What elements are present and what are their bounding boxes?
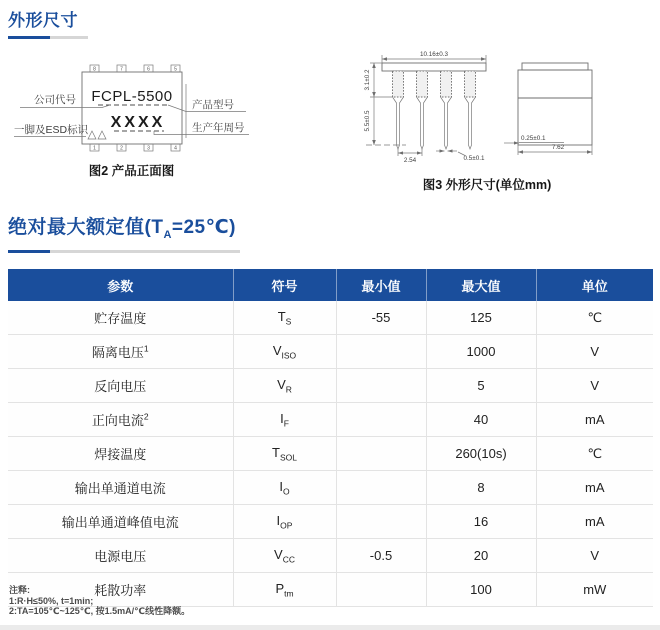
section-title-outline: 外形尺寸 xyxy=(8,11,78,30)
cell-param: 反向电压 xyxy=(8,369,233,403)
cell-min xyxy=(336,437,426,471)
cell-symbol: $V_{ISO}$ xyxy=(233,335,336,369)
table-row xyxy=(8,471,653,505)
table-row xyxy=(8,505,653,539)
cell-max: 125 xyxy=(426,301,536,335)
part-number-marking: FCPL-5500 xyxy=(91,88,173,105)
header-max: 最大值 xyxy=(426,269,536,301)
pin-number: 7 xyxy=(120,66,123,73)
cell-param: 焊接温度 xyxy=(8,437,233,471)
cell-max: 20 xyxy=(426,539,536,573)
cell-max: 100 xyxy=(426,573,536,607)
cell-symbol: $I_O$ xyxy=(233,471,336,505)
cell-min xyxy=(336,573,426,607)
cell-min xyxy=(336,403,426,437)
cell-unit: V xyxy=(536,369,653,403)
cell-min xyxy=(336,369,426,403)
table-row xyxy=(8,403,653,437)
footnote-item: 1:R·H≤50%, t=1min; xyxy=(9,595,94,606)
cell-unit: ℃ xyxy=(536,437,653,471)
header-unit: 单位 xyxy=(536,269,653,301)
pin-number: 4 xyxy=(174,145,177,152)
dim-row-span: 7.62 xyxy=(551,144,565,151)
table-row xyxy=(8,539,653,573)
table-header-row xyxy=(8,269,653,301)
cell-param: 贮存温度 xyxy=(8,301,233,335)
title-underline-accent xyxy=(8,36,50,39)
label-pin1-esd: 一脚及ESD标识 xyxy=(14,124,89,136)
cell-symbol: $I_F$ xyxy=(233,403,336,437)
label-year-week: 生产年周号 xyxy=(192,122,245,134)
pin-number: 6 xyxy=(147,66,150,73)
footnotes-title: 注释: xyxy=(9,585,30,595)
header-min: 最小值 xyxy=(336,269,426,301)
pin-number: 8 xyxy=(93,66,96,73)
title-text: =25℃) xyxy=(171,217,236,238)
cell-symbol: $T_{SOL}$ xyxy=(233,437,336,471)
package-body xyxy=(82,72,182,144)
dim-lead-length: 5.5±0.5 xyxy=(364,110,371,132)
figure-product-front-view xyxy=(14,56,249,179)
title-text: 绝对最大额定值(T xyxy=(8,217,164,238)
table-row xyxy=(8,301,653,335)
figure3-caption: 图3 外形尺寸(单位mm) xyxy=(422,178,552,192)
cell-param: 输出单通道峰值电流 xyxy=(8,505,233,539)
cell-min: -55 xyxy=(336,301,426,335)
cell-unit: mA xyxy=(536,471,653,505)
cell-param: 正向电流$^2$ xyxy=(8,403,233,437)
cell-unit: ℃ xyxy=(536,301,653,335)
section-divider xyxy=(0,625,660,630)
label-product-model: 产品型号 xyxy=(192,99,234,111)
header-symbol: 符号 xyxy=(233,269,336,301)
cell-min xyxy=(336,505,426,539)
pin-number: 5 xyxy=(174,66,177,73)
outline-dimension-drawing xyxy=(362,48,612,166)
dim-width: 10.16±0.3 xyxy=(420,51,448,58)
cell-max: 40 xyxy=(426,403,536,437)
dim-body-height: 3.1±0.2 xyxy=(364,69,371,91)
table-row xyxy=(8,369,653,403)
cell-max: 8 xyxy=(426,471,536,505)
section-title-abs-max-ratings xyxy=(8,212,236,241)
date-code-marking: XXXX xyxy=(110,114,166,131)
title-subscript: A xyxy=(163,228,172,241)
cell-param: 耗散功率 xyxy=(8,573,233,607)
title-underline xyxy=(8,36,88,39)
cell-max: 16 xyxy=(426,505,536,539)
cell-symbol: $T_S$ xyxy=(233,301,336,335)
dim-lead-width: 0.5±0.1 xyxy=(463,155,485,162)
esd-mark-icon xyxy=(88,131,106,139)
dim-standoff: 0.25±0.1 xyxy=(521,135,546,142)
abs-max-ratings-table xyxy=(8,269,653,607)
cell-symbol: $V_R$ xyxy=(233,369,336,403)
cell-min xyxy=(336,335,426,369)
cell-min: -0.5 xyxy=(336,539,426,573)
footnotes xyxy=(9,585,190,617)
pin-number: 3 xyxy=(147,145,150,152)
title-underline xyxy=(8,250,240,253)
cell-min xyxy=(336,471,426,505)
pin-number: 1 xyxy=(93,145,96,152)
header-parameter: 参数 xyxy=(8,269,233,301)
table-row xyxy=(8,437,653,471)
cell-max: 5 xyxy=(426,369,536,403)
cell-unit: mA xyxy=(536,505,653,539)
figure2-caption: 图2 产品正面图 xyxy=(88,164,175,178)
label-company-code: 公司代号 xyxy=(34,94,76,106)
cell-max: 1000 xyxy=(426,335,536,369)
cell-unit: V xyxy=(536,335,653,369)
table-row xyxy=(8,335,653,369)
title-underline-accent xyxy=(8,250,50,253)
figure-outline-dimensions xyxy=(362,48,612,193)
cell-max: 260(10s) xyxy=(426,437,536,471)
cell-symbol: $V_{CC}$ xyxy=(233,539,336,573)
cell-unit: mW xyxy=(536,573,653,607)
cell-param: 电源电压 xyxy=(8,539,233,573)
cell-unit: V xyxy=(536,539,653,573)
pin-number: 2 xyxy=(120,145,123,152)
cell-param: 输出单通道电流 xyxy=(8,471,233,505)
package-marking-drawing xyxy=(14,56,249,152)
cell-symbol: $I_{OP}$ xyxy=(233,505,336,539)
cell-symbol: $P_{tm}$ xyxy=(233,573,336,607)
footnote-item: 2:TA=105℃~125℃, 按1.5mA/℃线性降额。 xyxy=(9,606,191,616)
cell-param: 隔离电压$^1$ xyxy=(8,335,233,369)
cell-unit: mA xyxy=(536,403,653,437)
dim-pitch: 2.54 xyxy=(403,157,417,164)
